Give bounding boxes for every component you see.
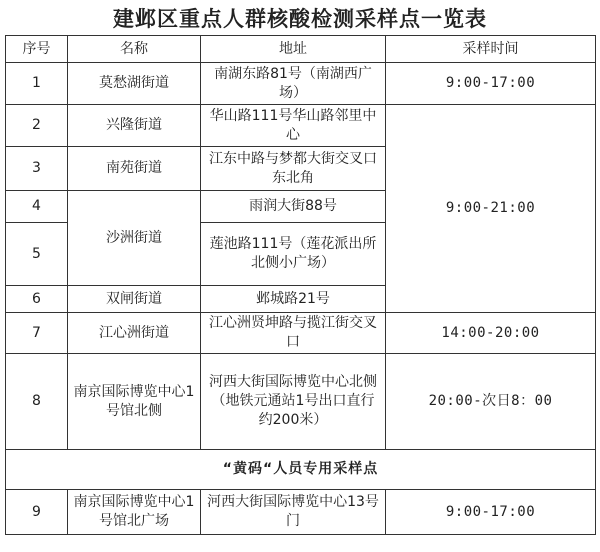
- row-address: 雨润大街88号: [201, 191, 386, 223]
- header-address: 地址: [201, 36, 386, 63]
- row-address: 河西大街国际博览中心北侧（地铁元通站1号出口直行约200米）: [201, 354, 386, 450]
- row-name: 沙洲街道: [68, 191, 201, 286]
- row-time: 20:00-次日8：00: [386, 354, 596, 450]
- row-name: 莫愁湖街道: [68, 63, 201, 105]
- row-name: 南苑街道: [68, 147, 201, 191]
- row-no: 4: [6, 191, 68, 223]
- row-address: 莲池路111号（莲花派出所北侧小广场）: [201, 223, 386, 286]
- row-name: 双闸街道: [68, 286, 201, 313]
- row-no: 2: [6, 105, 68, 147]
- page-title: 建邺区重点人群核酸检测采样点一览表: [113, 6, 487, 31]
- row-address: 华山路111号华山路邻里中心: [201, 105, 386, 147]
- section-title-row: [6, 450, 596, 490]
- row-address: 江东中路与梦都大街交叉口东北角: [201, 147, 386, 191]
- row-name: 南京国际博览中心1号馆北广场: [68, 490, 201, 535]
- row-no: 8: [6, 354, 68, 450]
- table-row: [6, 354, 596, 450]
- row-time: 9:00-17:00: [386, 63, 596, 105]
- row-no: 9: [6, 490, 68, 535]
- row-no: 7: [6, 313, 68, 354]
- sampling-sites-table: [5, 35, 596, 535]
- section-title: “黄码“人员专用采样点: [6, 450, 596, 490]
- header-time: 采样时间: [386, 36, 596, 63]
- row-no: 3: [6, 147, 68, 191]
- table-row: [6, 105, 596, 147]
- row-no: 5: [6, 223, 68, 286]
- row-time: 9:00-17:00: [386, 490, 596, 535]
- row-no: 1: [6, 63, 68, 105]
- row-name: 江心洲街道: [68, 313, 201, 354]
- table-row: [6, 490, 596, 535]
- row-time: 14:00-20:00: [386, 313, 596, 354]
- header-no: 序号: [6, 36, 68, 63]
- row-no: 6: [6, 286, 68, 313]
- row-address: 南湖东路81号（南湖西广场）: [201, 63, 386, 105]
- row-name: 兴隆街道: [68, 105, 201, 147]
- row-address: 江心洲贤坤路与揽江街交叉口: [201, 313, 386, 354]
- row-time-shared: 9:00-21:00: [386, 105, 596, 313]
- row-name: 南京国际博览中心1号馆北侧: [68, 354, 201, 450]
- row-address: 河西大街国际博览中心13号门: [201, 490, 386, 535]
- header-name: 名称: [68, 36, 201, 63]
- table-header-row: [6, 36, 596, 63]
- table-row: [6, 313, 596, 354]
- table-row: [6, 63, 596, 105]
- row-address: 邺城路21号: [201, 286, 386, 313]
